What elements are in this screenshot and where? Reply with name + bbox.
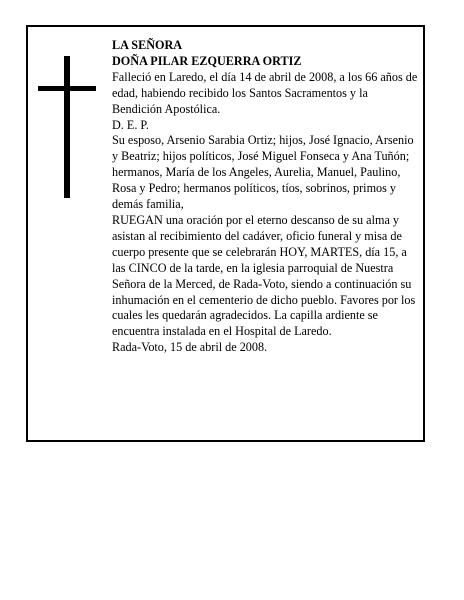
death-info: Falleció en Laredo, el día 14 de abril de 2008, a los 66 años de edad, habiendo recibido los Santos Sacramentos y la Bendición Apostólica. xyxy=(112,69,418,116)
deceased-name: DOÑA PILAR EZQUERRA ORTIZ xyxy=(112,53,302,68)
dep-abbreviation: D. E. P. xyxy=(112,117,149,132)
cross-vertical-bar xyxy=(64,56,70,198)
latin-cross-icon xyxy=(38,56,96,198)
obituary-text xyxy=(112,38,418,356)
request-paragraph: RUEGAN una oración por el eterno descanso de su alma y asistan al recibimiento del cadáver, oficio funeral y misa de cuerpo presente que se celebrarán HOY, MARTES, día 15, a las CINCO de la tarde, en la iglesia parroquial de Nuestra Señora de la Merced, de Rada-Voto, siendo a continuación su inhumación en el cementerio de dicho pueblo. Favores por los cuales les quedarán agradecidos. La capilla ardiente se encuentra instalada en el Hospital de Laredo. xyxy=(112,212,416,339)
cross-horizontal-bar xyxy=(38,86,96,91)
notice-heading: LA SEÑORA xyxy=(112,38,183,52)
place-date: Rada-Voto, 15 de abril de 2008. xyxy=(112,340,268,355)
family-list: Su esposo, Arsenio Sarabia Ortiz; hijos, José Ignacio, Arsenio y Beatriz; hijos políticos, José Miguel Fonseca y Ana Tuñón; hermanos, María de los Angeles, Aurelia, Manuel, Paulino, Rosa y Pedro; hermanos políticos, tíos, sobrinos, primos y demás familia, xyxy=(112,133,414,212)
